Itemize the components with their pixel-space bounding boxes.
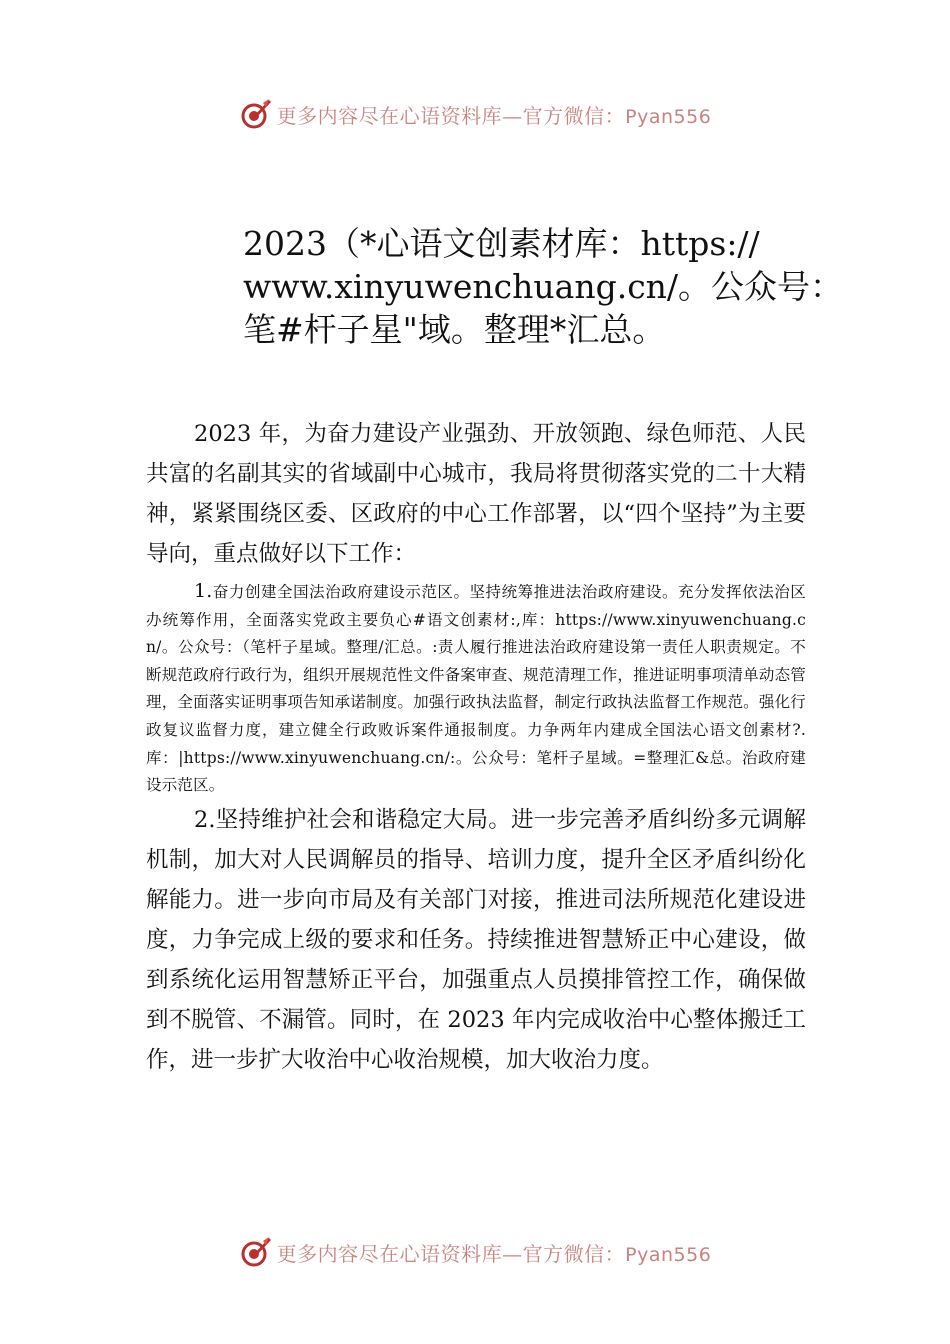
footer-banner xyxy=(0,1232,950,1272)
title-line-1: 2023（*心语文创素材库：https:// xyxy=(243,224,760,263)
quill-pen-logo-icon xyxy=(239,1235,273,1269)
header-banner-text: 更多内容尽在心语资料库—官方微信：Pyan556 xyxy=(276,103,712,128)
intro-paragraph: 2023 年，为奋力建设产业强劲、开放领跑、绿色师范、人民共富的名副其实的省域副中心城市，我局将贯彻落实党的二十大精神，紧紧围绕区委、区政府的中心工作部署，以“四个坚持”为主要导向，重点做好以下工作： xyxy=(146,421,806,567)
quill-pen-logo-icon xyxy=(239,97,273,131)
item-1-text: 奋力创建全国法治政府建设示范区。坚持统筹推进法治政府建设。充分发挥依法治区办统筹作用，全面落实党政主要负心#语文创素材:,库：https://www.xinyuwenchuang.cn/。公众号：（笔杆子星域。整理/汇总。:责人履行推进法治政府建设第一责任人职责规定。不断规范政府行政行为，组织开展规范性文件备案审查、规范清理工作，推进证明事项清单动态管理，全面落实证明事项告知承诺制度。加强行政执法监督，制定行政执法监督工作规范。强化行政复议监督力度，建立健全行政败诉案件通报制度。力争两年内建成全国法心语文创素材?.库：|https://www.xinyuwenchuang.cn/:。公众号：笔杆子星域。=整理汇&总。治政府建设示范区。 xyxy=(146,583,806,795)
title-line-2: www.xinyuwenchuang.cn/。公众号： xyxy=(243,267,844,306)
item-1-number: 1. xyxy=(194,580,213,602)
header-banner xyxy=(0,94,950,134)
title-line-3: 笔#杆子星"域。整理*汇总。 xyxy=(243,310,666,349)
item-2-paragraph: 2.坚持维护社会和谐稳定大局。进一步完善矛盾纠纷多元调解机制，加大对人民调解员的指导、培训力度，提升全区矛盾纠纷化解能力。进一步向市局及有关部门对接，推进司法所规范化建设进度，力争完成上级的要求和任务。持续推进智慧矫正中心建设，做到系统化运用智慧矫正平台，加强重点人员摸排管控工作，确保做到不脱管、不漏管。同时，在 2023 年内完成收治中心整体搬迁工作，进一步扩大收治中心收治规模，加大收治力度。 xyxy=(146,807,806,1073)
document-title xyxy=(243,222,843,351)
item-1-paragraph xyxy=(146,578,806,800)
footer-banner-text: 更多内容尽在心语资料库—官方微信：Pyan556 xyxy=(276,1241,712,1266)
